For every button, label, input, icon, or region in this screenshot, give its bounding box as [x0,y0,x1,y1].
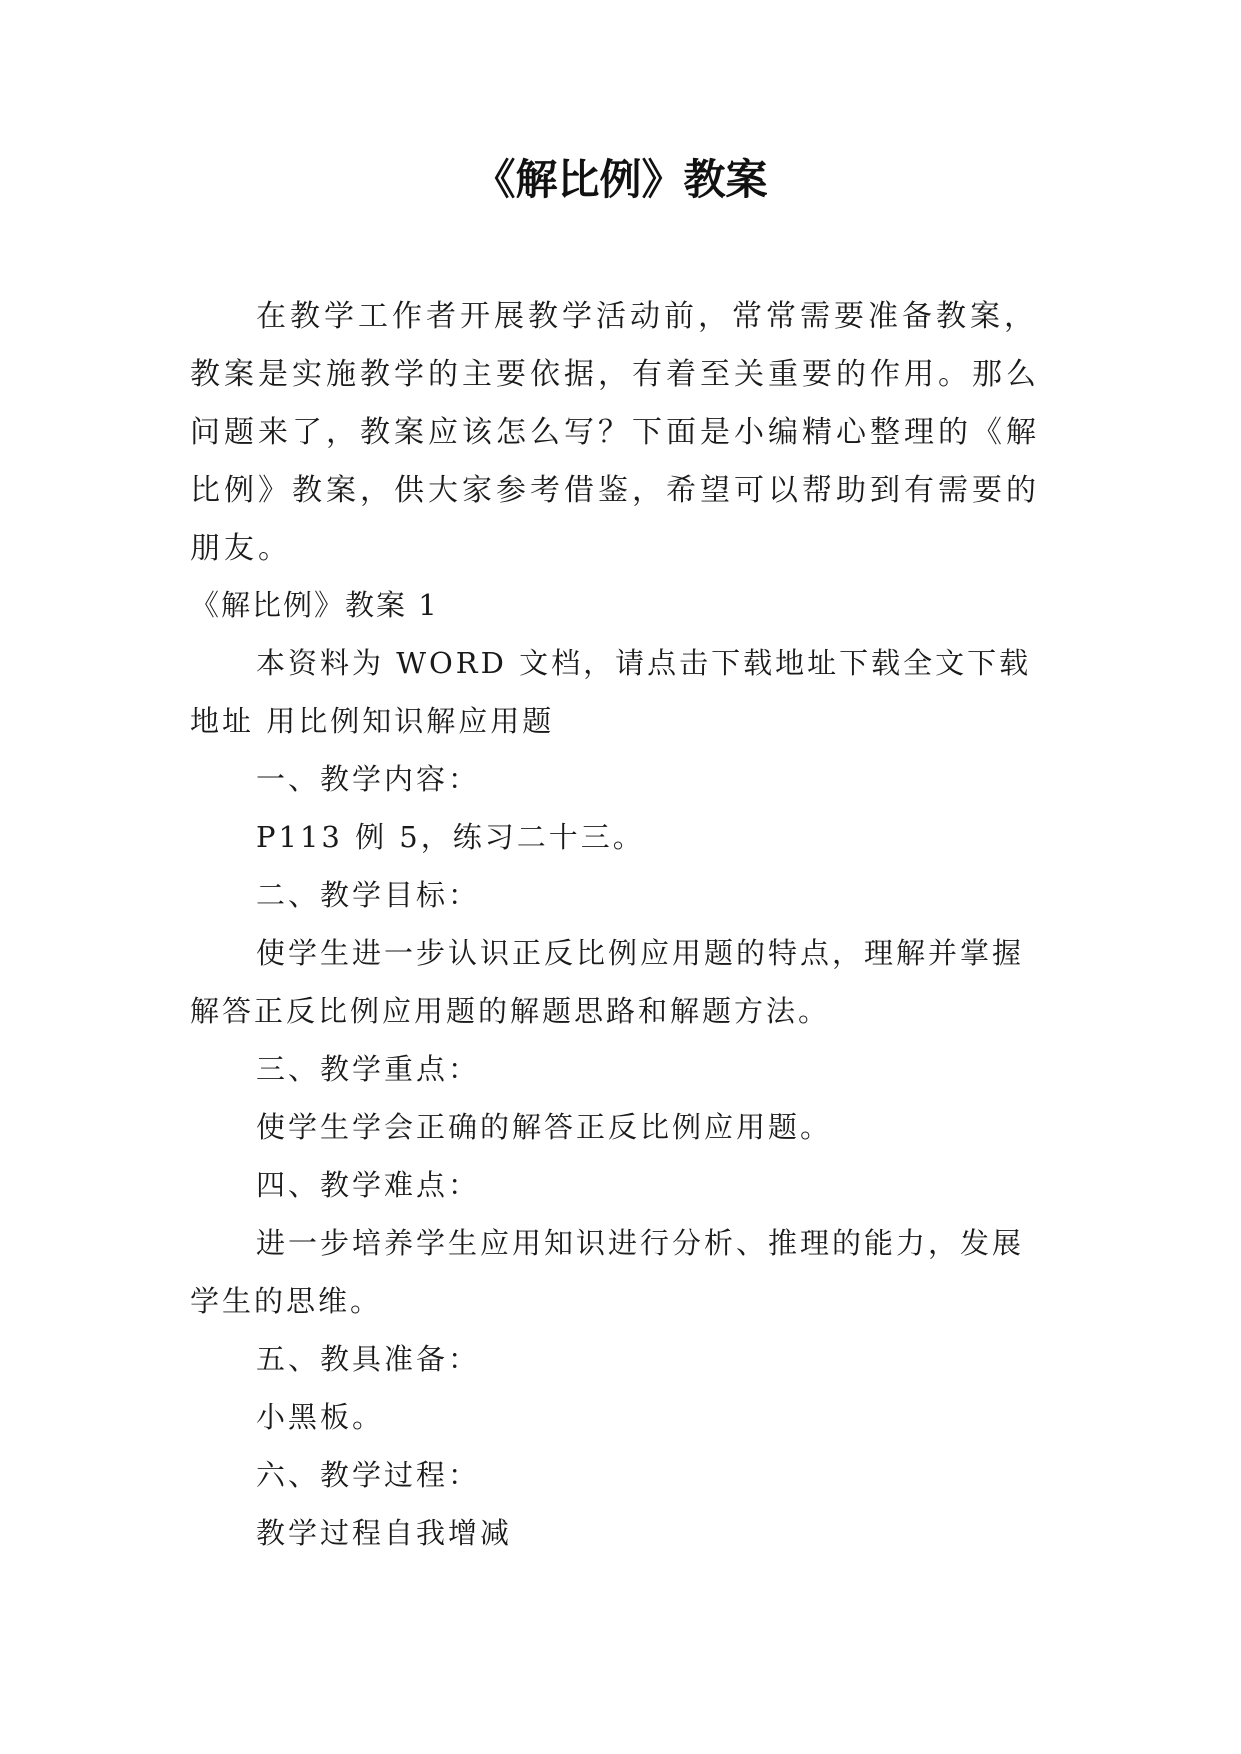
intro-paragraph: 在教学工作者开展教学活动前，常常需要准备教案，教案是实施教学的主要依据，有着至关重要的作用。那么问题来了，教案应该怎么写？下面是小编精心整理的《解比例》教案，供大家参考借鉴，希望可以帮助到有需要的朋友。 [190,299,1040,566]
section-heading: 《解比例》教案 1 [190,588,439,622]
paragraph-teaching-tools: 小黑板。 [256,1400,385,1434]
heading-teaching-tools: 五、教具准备： [256,1342,481,1376]
heading-teaching-content: 一、教学内容： [256,762,481,796]
paragraph-teaching-difficulty: 进一步培养学生应用知识进行分析、推理的能力，发展学生的思维。 [190,1226,1025,1318]
document-title: 《解比例》教案 [473,155,768,204]
section-body [190,634,1050,1562]
paragraph-teaching-focus: 使学生学会正确的解答正反比例应用题。 [256,1110,833,1144]
heading-teaching-goals: 二、教学目标： [256,878,481,912]
paragraph-teaching-content: P113 例 5，练习二十三。 [256,820,645,854]
heading-teaching-focus: 三、教学重点： [256,1052,481,1086]
paragraph-teaching-process: 教学过程自我增减 [256,1516,513,1550]
paragraph-download-note: 本资料为 WORD 文档，请点击下载地址下载全文下载地址 用比例知识解应用题 [190,646,1032,738]
heading-teaching-difficulty: 四、教学难点： [256,1168,481,1202]
paragraph-teaching-goals: 使学生进一步认识正反比例应用题的特点，理解并掌握解答正反比例应用题的解题思路和解题方法。 [190,936,1025,1028]
heading-teaching-process: 六、教学过程： [256,1458,481,1492]
